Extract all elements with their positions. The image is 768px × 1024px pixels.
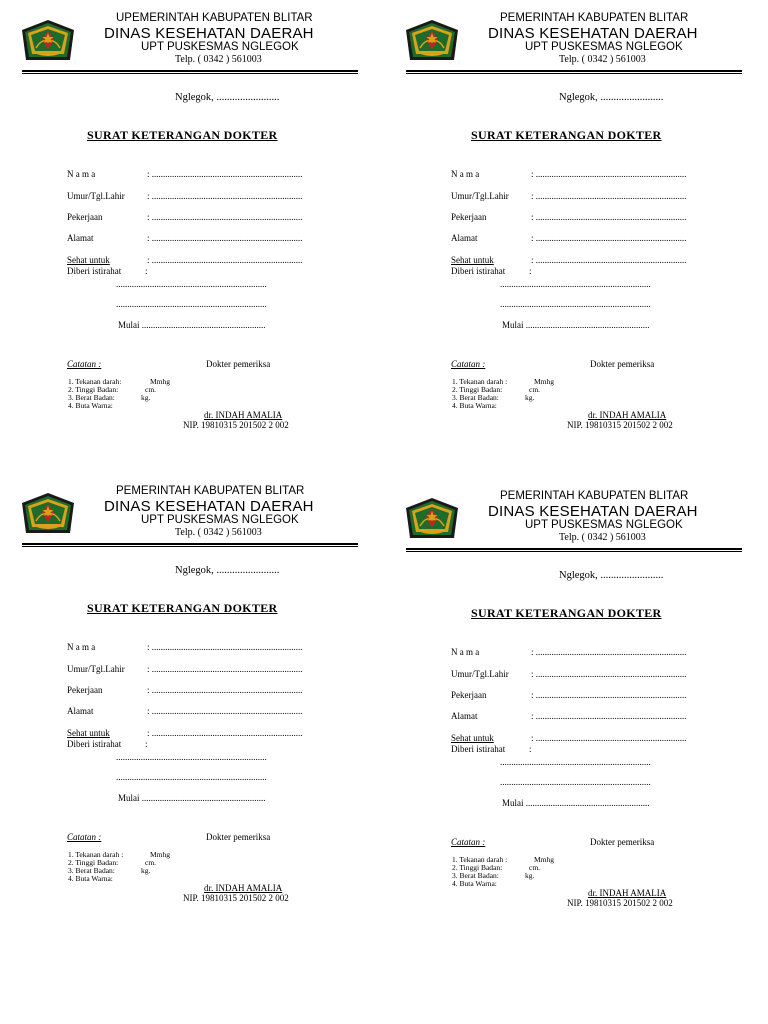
examiner-label: Dokter pemeriksa	[590, 359, 655, 369]
field-label: Umur/Tgl.Lahir	[67, 664, 125, 674]
note-item: 4. Buta Warna:	[68, 401, 113, 410]
regency-emblem-icon	[404, 18, 460, 66]
header-divider	[22, 70, 358, 74]
note-item: 4. Buta Warna:	[452, 401, 497, 410]
note-unit: kg.	[141, 393, 151, 402]
note-unit: cm.	[145, 385, 157, 394]
field-label: Umur/Tgl.Lahir	[451, 669, 509, 679]
header-divider	[406, 548, 742, 552]
header-department: DINAS KESEHATAN DAERAH	[488, 503, 698, 520]
field-label: Sehat untuk	[67, 728, 110, 738]
notes-heading: Catatan :	[451, 359, 486, 369]
header-unit: UPT PUSKESMAS NGLEGOK	[141, 514, 299, 526]
note-unit: cm.	[145, 858, 157, 867]
rest-line: ...................................................................	[116, 299, 267, 309]
field-value-line: : ...................................................................	[147, 706, 303, 716]
note-item: 4. Buta Warna:	[68, 874, 113, 883]
start-line: Mulai .......................................................	[118, 320, 266, 330]
field-value-line: : ...................................................................	[147, 664, 303, 674]
doctor-name: dr. INDAH AMALIA	[204, 883, 283, 893]
note-unit: kg.	[141, 866, 151, 875]
field-label: Alamat	[451, 711, 478, 721]
rest-line: ...................................................................	[116, 279, 267, 289]
date-line: Nglegok, ........................	[175, 565, 280, 576]
form-title: SURAT KETERANGAN DOKTER	[87, 601, 278, 615]
note-unit: kg.	[525, 393, 535, 402]
regency-emblem-icon	[20, 18, 76, 66]
start-line: Mulai .......................................................	[502, 798, 650, 808]
note-item: 3. Berat Badan:	[452, 871, 499, 880]
header-phone: Telp. ( 0342 ) 561003	[175, 54, 262, 65]
field-label: Pekerjaan	[67, 685, 103, 695]
doctor-name: dr. INDAH AMALIA	[588, 410, 667, 420]
note-item: 3. Berat Badan:	[68, 393, 115, 402]
field-value-line: : ...................................................................	[531, 255, 687, 265]
rest-line: ...................................................................	[116, 772, 267, 782]
note-item: 4. Buta Warna:	[452, 879, 497, 888]
certificate-form	[384, 478, 768, 953]
field-value-line: : ...................................................................	[531, 733, 687, 743]
header-phone: Telp. ( 0342 ) 561003	[175, 527, 262, 538]
field-label: Pekerjaan	[451, 690, 487, 700]
note-unit: kg.	[525, 871, 535, 880]
field-label: N a m a	[451, 647, 480, 657]
header-department: DINAS KESEHATAN DAERAH	[104, 498, 314, 515]
form-title: SURAT KETERANGAN DOKTER	[471, 128, 662, 142]
notes-heading: Catatan :	[451, 837, 486, 847]
doctor-nip: NIP. 19810315 201502 2 002	[567, 420, 673, 430]
note-item: 1. Tekanan darah :	[68, 850, 124, 859]
field-value-line: : ...................................................................	[147, 728, 303, 738]
rest-label: Diberi istirahat	[67, 266, 122, 276]
certificate-form	[0, 473, 384, 948]
field-value-line: : ...................................................................	[531, 647, 687, 657]
field-value-line: : ...................................................................	[147, 191, 303, 201]
regency-emblem-icon	[404, 496, 460, 544]
note-unit: Mmhg	[534, 377, 555, 386]
header-government: UPEMERINTAH KABUPATEN BLITAR	[116, 12, 313, 24]
note-item: 2. Tinggi Badan:	[68, 385, 119, 394]
header-government: PEMERINTAH KABUPATEN BLITAR	[500, 490, 689, 502]
field-value-line: : ...................................................................	[531, 233, 687, 243]
form-title: SURAT KETERANGAN DOKTER	[471, 606, 662, 620]
header-government: PEMERINTAH KABUPATEN BLITAR	[116, 485, 305, 497]
field-value-line: : ...................................................................	[531, 212, 687, 222]
rest-line: ...................................................................	[116, 752, 267, 762]
note-item: 1. Tekanan darah :	[452, 377, 508, 386]
doctor-name: dr. INDAH AMALIA	[204, 410, 283, 420]
header-department: DINAS KESEHATAN DAERAH	[104, 25, 314, 42]
header-government: PEMERINTAH KABUPATEN BLITAR	[500, 12, 689, 24]
field-label: Umur/Tgl.Lahir	[451, 191, 509, 201]
field-value-line: : ...................................................................	[531, 669, 687, 679]
field-label: Alamat	[67, 706, 94, 716]
field-label: Sehat untuk	[451, 733, 494, 743]
doctor-nip: NIP. 19810315 201502 2 002	[567, 898, 673, 908]
header-department: DINAS KESEHATAN DAERAH	[488, 25, 698, 42]
header-phone: Telp. ( 0342 ) 561003	[559, 532, 646, 543]
notes-heading: Catatan :	[67, 832, 102, 842]
doctor-name: dr. INDAH AMALIA	[588, 888, 667, 898]
field-label: N a m a	[67, 169, 96, 179]
start-line: Mulai .......................................................	[502, 320, 650, 330]
certificate-form	[0, 0, 384, 475]
rest-line: ...................................................................	[500, 299, 651, 309]
field-value-line: : ...................................................................	[531, 711, 687, 721]
header-divider	[406, 70, 742, 74]
field-label: Umur/Tgl.Lahir	[67, 191, 125, 201]
rest-line: ...................................................................	[500, 279, 651, 289]
note-unit: Mmhg	[150, 377, 171, 386]
field-value-line: : ...................................................................	[147, 169, 303, 179]
rest-colon: :	[529, 744, 532, 754]
note-item: 2. Tinggi Badan:	[452, 385, 503, 394]
notes-heading: Catatan :	[67, 359, 102, 369]
field-value-line: : ...................................................................	[147, 255, 303, 265]
header-unit: UPT PUSKESMAS NGLEGOK	[525, 519, 683, 531]
rest-colon: :	[145, 266, 148, 276]
start-line: Mulai .......................................................	[118, 793, 266, 803]
field-value-line: : ...................................................................	[531, 690, 687, 700]
form-title: SURAT KETERANGAN DOKTER	[87, 128, 278, 142]
note-item: 3. Berat Badan:	[452, 393, 499, 402]
field-label: Sehat untuk	[67, 255, 110, 265]
header-unit: UPT PUSKESMAS NGLEGOK	[141, 41, 299, 53]
field-value-line: : ...................................................................	[147, 212, 303, 222]
field-label: Alamat	[451, 233, 478, 243]
field-label: Alamat	[67, 233, 94, 243]
header-divider	[22, 543, 358, 547]
field-value-line: : ...................................................................	[531, 191, 687, 201]
field-value-line: : ...................................................................	[147, 233, 303, 243]
header-phone: Telp. ( 0342 ) 561003	[559, 54, 646, 65]
date-line: Nglegok, ........................	[175, 92, 280, 103]
examiner-label: Dokter pemeriksa	[206, 832, 271, 842]
doctor-nip: NIP. 19810315 201502 2 002	[183, 420, 289, 430]
note-item: 2. Tinggi Badan:	[452, 863, 503, 872]
doctor-nip: NIP. 19810315 201502 2 002	[183, 893, 289, 903]
note-unit: Mmhg	[534, 855, 555, 864]
rest-line: ...................................................................	[500, 757, 651, 767]
header-unit: UPT PUSKESMAS NGLEGOK	[525, 41, 683, 53]
field-label: Pekerjaan	[451, 212, 487, 222]
date-line: Nglegok, ........................	[559, 570, 664, 581]
note-item: 1. Tekanan darah :	[452, 855, 508, 864]
field-value-line: : ...................................................................	[147, 642, 303, 652]
note-item: 3. Berat Badan:	[68, 866, 115, 875]
field-value-line: : ...................................................................	[531, 169, 687, 179]
rest-colon: :	[529, 266, 532, 276]
examiner-label: Dokter pemeriksa	[206, 359, 271, 369]
rest-label: Diberi istirahat	[451, 266, 506, 276]
field-label: N a m a	[67, 642, 96, 652]
note-unit: cm.	[529, 385, 541, 394]
rest-line: ...................................................................	[500, 777, 651, 787]
rest-colon: :	[145, 739, 148, 749]
field-label: Pekerjaan	[67, 212, 103, 222]
date-line: Nglegok, ........................	[559, 92, 664, 103]
note-item: 1. Tekanan darah:	[68, 377, 122, 386]
field-label: N a m a	[451, 169, 480, 179]
certificate-form	[384, 0, 768, 475]
note-item: 2. Tinggi Badan:	[68, 858, 119, 867]
field-value-line: : ...................................................................	[147, 685, 303, 695]
field-label: Sehat untuk	[451, 255, 494, 265]
examiner-label: Dokter pemeriksa	[590, 837, 655, 847]
rest-label: Diberi istirahat	[67, 739, 122, 749]
note-unit: cm.	[529, 863, 541, 872]
note-unit: Mmhg	[150, 850, 171, 859]
regency-emblem-icon	[20, 491, 76, 539]
rest-label: Diberi istirahat	[451, 744, 506, 754]
